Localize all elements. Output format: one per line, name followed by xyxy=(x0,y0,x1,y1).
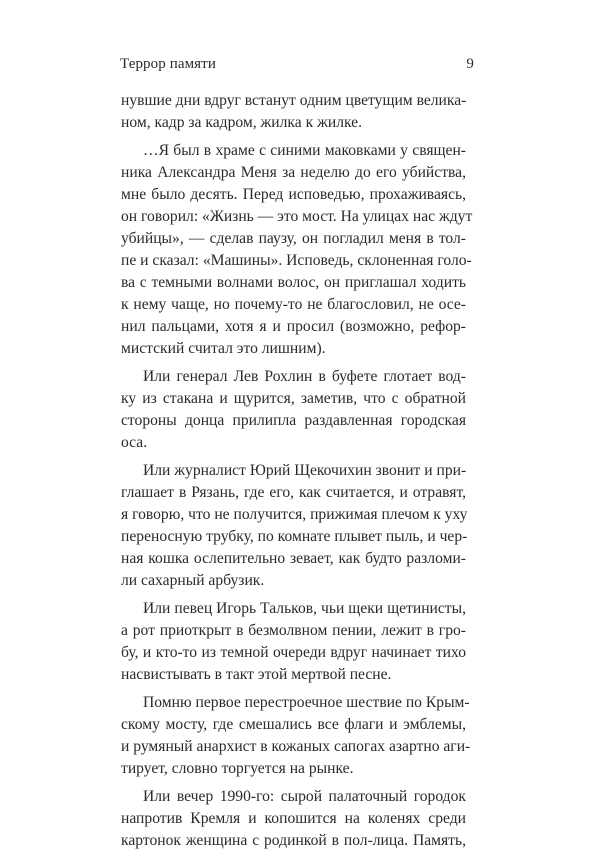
text-line: убийцы», — сделав паузу, он погладил меня в тол- xyxy=(121,230,466,247)
text-line: мистский считал это лишним). xyxy=(121,340,326,357)
text-line: Или журналист Юрий Щекочихин звонит и при- xyxy=(143,462,467,479)
text-line: к нему чаще, но почему-то не благословил, не осе- xyxy=(121,296,466,313)
text-line: ва с темными волнами волос, он приглашал ходить xyxy=(121,274,466,291)
paragraph xyxy=(121,90,466,134)
text-line: тирует, словно торгуется на рынке. xyxy=(121,760,354,777)
text-line: глашает в Рязань, где его, как считается, и отравят, xyxy=(121,484,466,501)
paragraph xyxy=(121,366,466,454)
text-line: Или вечер 1990-го: сырой палаточный городок xyxy=(143,788,466,805)
text-line: Помню первое перестроечное шествие по Крым- xyxy=(143,694,470,711)
text-line: картонок женщина с родинкой в пол-лица. Память, xyxy=(121,832,466,849)
text-line: скому мосту, где смешались все флаги и эмблемы, xyxy=(121,716,466,733)
text-line: а рот приоткрыт в безмолвном пении, лежит в гро- xyxy=(121,622,466,639)
page-number: 9 xyxy=(466,56,474,72)
text-line: …Я был в храме с синими маковками у священ- xyxy=(143,142,466,159)
text-line: он говорил: «Жизнь — это мост. На улицах нас ждут xyxy=(121,208,473,225)
text-line: бу, и кто-то из темной очереди вдруг начинает тихо xyxy=(121,644,466,661)
text-line: нил пальцами, хотя я и просил (возможно, рефор- xyxy=(121,318,466,335)
text-line: ку из стакана и щурится, заметив, что с обратной xyxy=(121,390,466,407)
running-head xyxy=(120,56,474,73)
paragraph xyxy=(121,692,471,780)
text-line: оса. xyxy=(121,434,148,451)
text-line: переносную трубку, по комнате плывет пыль, и чер- xyxy=(121,528,468,545)
text-line: и румяный анархист в кожаных сапогах азартно аги- xyxy=(121,738,471,755)
paragraph xyxy=(121,460,466,592)
running-title: Террор памяти xyxy=(120,56,216,72)
text-line: нувшие дни вдруг встанут одним цветущим велика- xyxy=(121,92,467,109)
text-line: ная кошка ослепительно зевает, как будто разломи- xyxy=(121,550,466,567)
paragraph xyxy=(121,598,466,686)
paragraph xyxy=(121,786,466,852)
text-line: ли сахарный арбузик. xyxy=(121,572,265,589)
text-line: Или генерал Лев Рохлин в буфете глотает вод- xyxy=(143,368,466,385)
paragraph xyxy=(121,140,473,360)
text-line: насвистывать в такт этой мертвой песне. xyxy=(121,666,392,683)
text-line: мне было десять. Перед исповедью, прохаживаясь, xyxy=(121,186,466,203)
text-line: напротив Кремля и копошится на коленях среди xyxy=(121,810,466,827)
text-line: стороны донца прилипла раздавленная городская xyxy=(121,412,466,429)
body-text xyxy=(121,90,473,858)
text-line: ника Александра Меня за неделю до его убийства, xyxy=(121,164,466,181)
text-line: я говорю, что не получится, прижимая плечом к уху xyxy=(121,506,468,523)
text-line: пе и сказал: «Машины». Исповедь, склоненная голо- xyxy=(121,252,472,269)
text-line: ном, кадр за кадром, жилка к жилке. xyxy=(121,114,362,131)
text-line: Или певец Игорь Тальков, чьи щеки щетинисты, xyxy=(143,600,466,617)
